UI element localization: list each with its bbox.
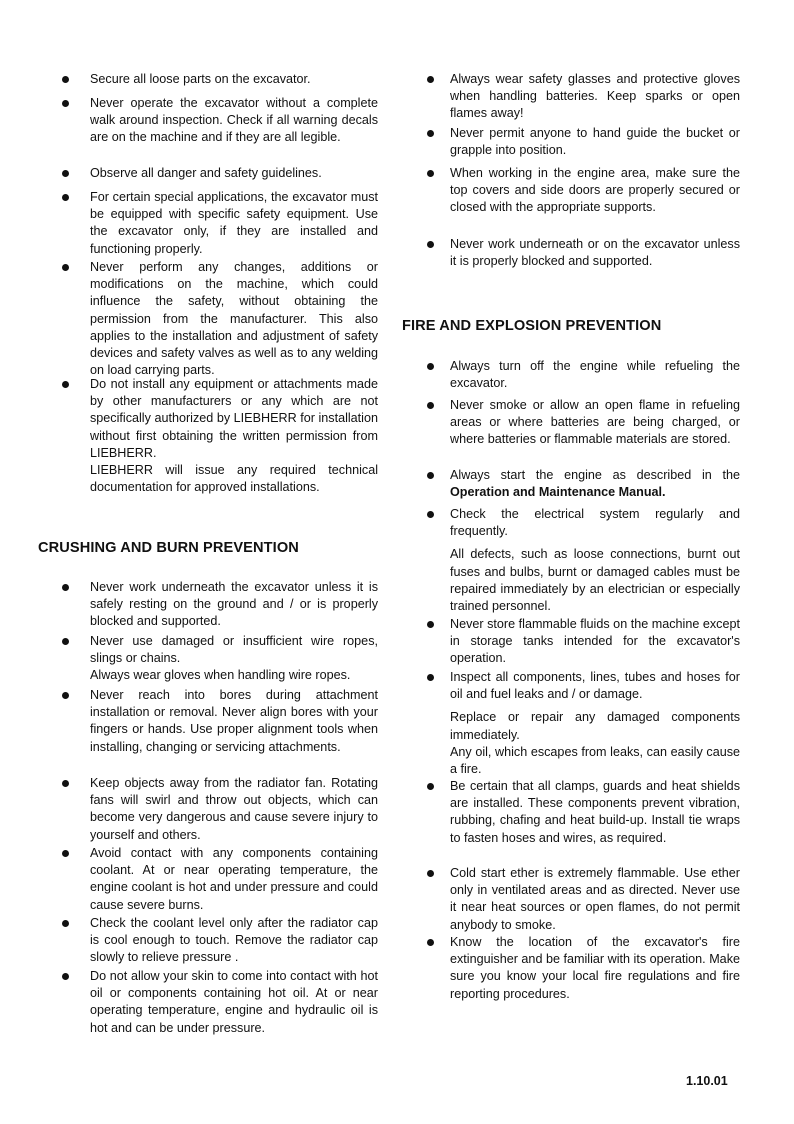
bullet <box>427 363 434 370</box>
item-text: Keep objects away from the radiator fan. Rotating fans will swirl and throw out objects, which can become very dangerous and cause severe injury to yourself and others. <box>90 776 378 842</box>
bullet <box>427 241 434 248</box>
item-text: Never store flammable fluids on the machine except in storage tanks intended for the excavator's operation. <box>450 617 740 666</box>
bullet <box>62 381 69 388</box>
bullet <box>427 76 434 83</box>
item-text: Always start the engine as described in the <box>450 468 740 482</box>
item-text: Never smoke or allow an open flame in refueling areas or where batteries are being charged, or where batteries or flammable materials are stored. <box>450 398 740 447</box>
list-item <box>450 71 740 123</box>
item-text: Check the electrical system regularly and frequently. <box>450 507 740 539</box>
item-text: Never operate the excavator without a complete walk around inspection. Check if all warning decals are on the machine and if they are all legible. <box>90 96 378 145</box>
list-item <box>90 165 378 182</box>
bullet <box>427 130 434 137</box>
bullet <box>427 402 434 409</box>
bullet <box>62 692 69 699</box>
item-text: Always wear safety glasses and protective gloves when handling batteries. Keep sparks or open flames away! <box>450 72 740 121</box>
item-text: Cold start ether is extremely flammable. Use ether only in ventilated areas and as directed. Never use it near heat sources or open flames, do not permit anybody to smoke. <box>450 866 740 932</box>
item-text: Never perform any changes, additions or modifications on the machine, which could influence the safety, without obtaining the permission from the manufacturer. This also applies to the installation and adjustment of safety devices and safety valves as well as to any welding on load carrying parts. <box>90 260 378 378</box>
bullet <box>62 780 69 787</box>
list-item <box>450 669 740 778</box>
manual-reference: Operation and Maintenance Manual. <box>450 485 666 500</box>
item-note: Always wear gloves when handling wire ropes. <box>90 668 351 683</box>
bullet <box>62 850 69 857</box>
item-text: Avoid contact with any components containing coolant. At or near operating temperature, the engine coolant is hot and under pressure and could cause severe burns. <box>90 846 378 912</box>
item-text: Be certain that all clamps, guards and heat shields are installed. These components prevent vibration, rubbing, chafing and heat build-up. Install tie wraps to fasten hoses and wires, as required. <box>450 779 740 845</box>
list-item <box>450 467 740 501</box>
list-item <box>450 125 740 159</box>
list-item <box>90 95 378 147</box>
bullet <box>427 783 434 790</box>
item-text: Never permit anyone to hand guide the bucket or grapple into position. <box>450 126 740 158</box>
bullet <box>62 584 69 591</box>
list-item <box>450 358 740 392</box>
bullet <box>427 870 434 877</box>
bullet <box>427 170 434 177</box>
item-text: Check the coolant level only after the radiator cap is cool enough to touch. Remove the radiator cap slowly to relieve pressure . <box>90 916 378 965</box>
item-text: Never work underneath or on the excavator unless it is properly blocked and supported. <box>450 237 740 269</box>
list-item <box>90 633 378 685</box>
list-item <box>450 165 740 217</box>
list-item <box>450 778 740 847</box>
bullet <box>427 511 434 518</box>
list-item <box>90 376 378 496</box>
bullet <box>62 973 69 980</box>
section-heading-crushing: CRUSHING AND BURN PREVENTION <box>38 540 299 556</box>
bullet <box>427 472 434 479</box>
list-item <box>450 236 740 270</box>
item-text: Always turn off the engine while refueling the excavator. <box>450 359 740 391</box>
item-text: Never reach into bores during attachment installation or removal. Never align bores with your fingers or hands. Use proper alignment tools when installing, changing or servicing attachments. <box>90 688 378 754</box>
bullet <box>62 170 69 177</box>
list-item <box>450 506 740 615</box>
item-note: LIEBHERR will issue any required technical documentation for approved installations. <box>90 463 378 495</box>
item-note: Replace or repair any damaged components immediately. <box>450 710 740 742</box>
bullet <box>427 674 434 681</box>
bullet <box>62 100 69 107</box>
item-text: Know the location of the excavator's fire extinguisher and be familiar with its operation. Make sure you know your local fire regulations and fire reporting procedures. <box>450 935 740 1001</box>
list-item <box>450 397 740 449</box>
list-item <box>90 687 378 756</box>
bullet <box>427 621 434 628</box>
bullet <box>62 920 69 927</box>
list-item <box>450 934 740 1003</box>
bullet <box>62 264 69 271</box>
page-number: 1.10.01 <box>686 1074 728 1088</box>
item-text: Inspect all components, lines, tubes and hoses for oil and fuel leaks and / or damage. <box>450 670 740 702</box>
item-text: Never work underneath the excavator unless it is safely resting on the ground and / or is properly blocked and supported. <box>90 580 378 629</box>
item-text: Secure all loose parts on the excavator. <box>90 72 311 86</box>
item-text: When working in the engine area, make sure the top covers and side doors are properly secured or closed with the appropriate supports. <box>450 166 740 215</box>
item-text: Do not allow your skin to come into contact with hot oil or components containing hot oil. At or near operating temperature, engine and hydraulic oil is hot and can be under pressure. <box>90 969 378 1035</box>
bullet <box>62 194 69 201</box>
list-item <box>90 71 378 88</box>
item-text: For certain special applications, the excavator must be equipped with specific safety equipment. Use the excavator only, if they are installed and functioning properly. <box>90 190 378 256</box>
bullet <box>62 638 69 645</box>
list-item <box>90 845 378 914</box>
list-item <box>90 579 378 631</box>
bullet <box>427 939 434 946</box>
list-item <box>90 915 378 967</box>
item-text: Never use damaged or insufficient wire ropes, slings or chains. <box>90 634 378 666</box>
bullet <box>62 76 69 83</box>
item-note: Any oil, which escapes from leaks, can easily cause a fire. <box>450 744 740 777</box>
item-note: All defects, such as loose connections, burnt out fuses and bulbs, burnt or damaged cables must be repaired immediately by an electrician or especially trained personnel. <box>450 547 740 614</box>
list-item <box>90 968 378 1037</box>
list-item <box>90 189 378 258</box>
list-item <box>90 259 378 379</box>
list-item <box>450 865 740 934</box>
section-heading-fire: FIRE AND EXPLOSION PREVENTION <box>402 318 662 334</box>
item-text: Observe all danger and safety guidelines. <box>90 166 322 180</box>
item-text: Do not install any equipment or attachments made by other manufacturers or any which are not specifically authorized by LIEBHERR for installation without first obtaining the written permission from LIEBHERR. <box>90 377 378 460</box>
list-item <box>450 616 740 668</box>
list-item <box>90 775 378 844</box>
